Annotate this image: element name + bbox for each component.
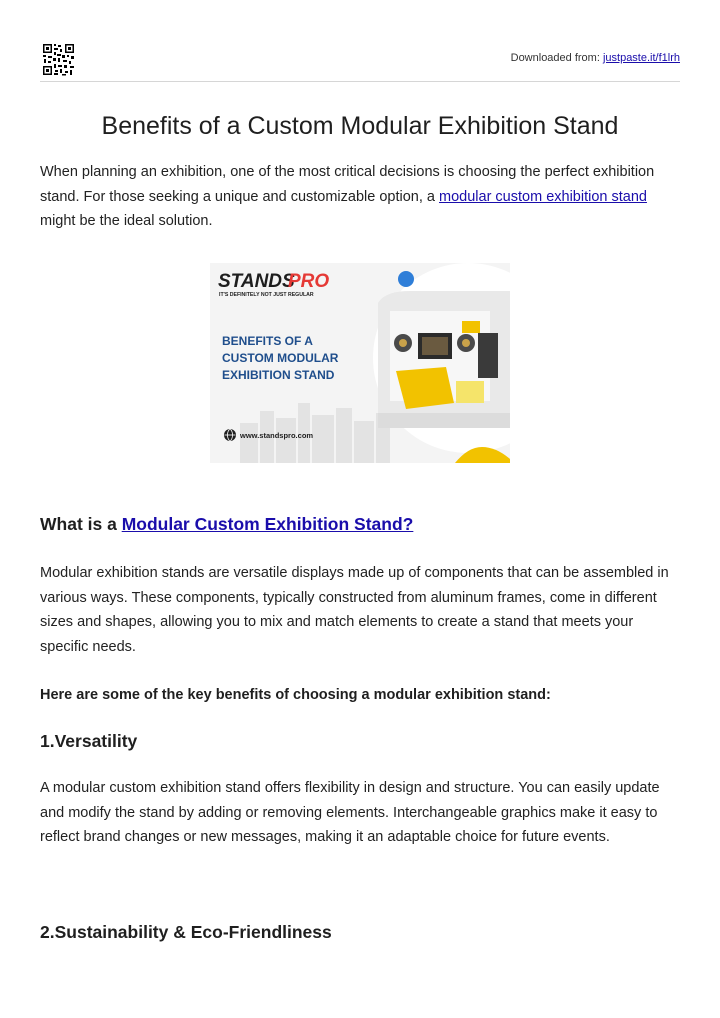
key-benefits-intro: Here are some of the key benefits of choosing a modular exhibition stand:	[40, 687, 551, 703]
banner-headline-line-1: BENEFITS OF A	[222, 334, 313, 348]
modular-custom-stand-link[interactable]: Modular Custom Exhibition Stand?	[121, 514, 414, 534]
intro-text: When planning an exhibition, one of the most critical decisions is choosing the perfect exhibition stand. For those seeking a unique and customizable option, a	[40, 164, 655, 205]
banner-logo: STANDS	[218, 271, 295, 292]
accent-dot-blue	[398, 271, 414, 287]
heading-prefix: What is a	[40, 514, 122, 534]
page-title: Benefits of a Custom Modular Exhibition Stand	[101, 112, 619, 140]
page-header	[40, 40, 680, 82]
qr-code-icon	[42, 43, 75, 76]
banner-website: www.standspro.com	[240, 431, 314, 440]
section-what-is-body: Modular exhibition stands are versatile displays made up of components that can be assembled in various ways. These components, typically constructed from aluminum frames, come in different sizes and shapes, allowing you to mix and match elements to create a stand that meets your specific needs.	[40, 565, 669, 655]
banner-headline-line-3: EXHIBITION STAND	[222, 368, 335, 382]
benefit-2-heading: 2.Sustainability & Eco-Friendliness	[40, 922, 332, 942]
download-link[interactable]: justpaste.it/f1lrh	[602, 52, 680, 64]
booth-illustration	[378, 291, 510, 428]
benefit-1-body: A modular custom exhibition stand offers flexibility in design and structure. You can easily update and modify the stand by adding or removing elements. Interchangeable graphics make it easy to reflect brand changes or new messages, making it an adaptable choice for future events.	[40, 780, 660, 845]
article-banner-image	[210, 263, 510, 463]
modular-stand-link[interactable]: modular custom exhibition stand	[439, 188, 647, 205]
banner-logo-accent: PRO	[288, 271, 330, 292]
banner-tagline: IT'S DEFINITELY NOT JUST REGULAR	[219, 292, 314, 298]
download-label: Downloaded from:	[510, 52, 603, 64]
download-source	[511, 52, 680, 64]
intro-text-end: might be the ideal solution.	[40, 213, 213, 229]
intro-paragraph	[40, 160, 685, 234]
benefit-1-heading: 1.Versatility	[40, 731, 138, 751]
section-heading-what-is	[40, 514, 413, 535]
banner-graphic	[210, 263, 510, 463]
banner-headline-line-2: CUSTOM MODULAR	[222, 351, 339, 365]
